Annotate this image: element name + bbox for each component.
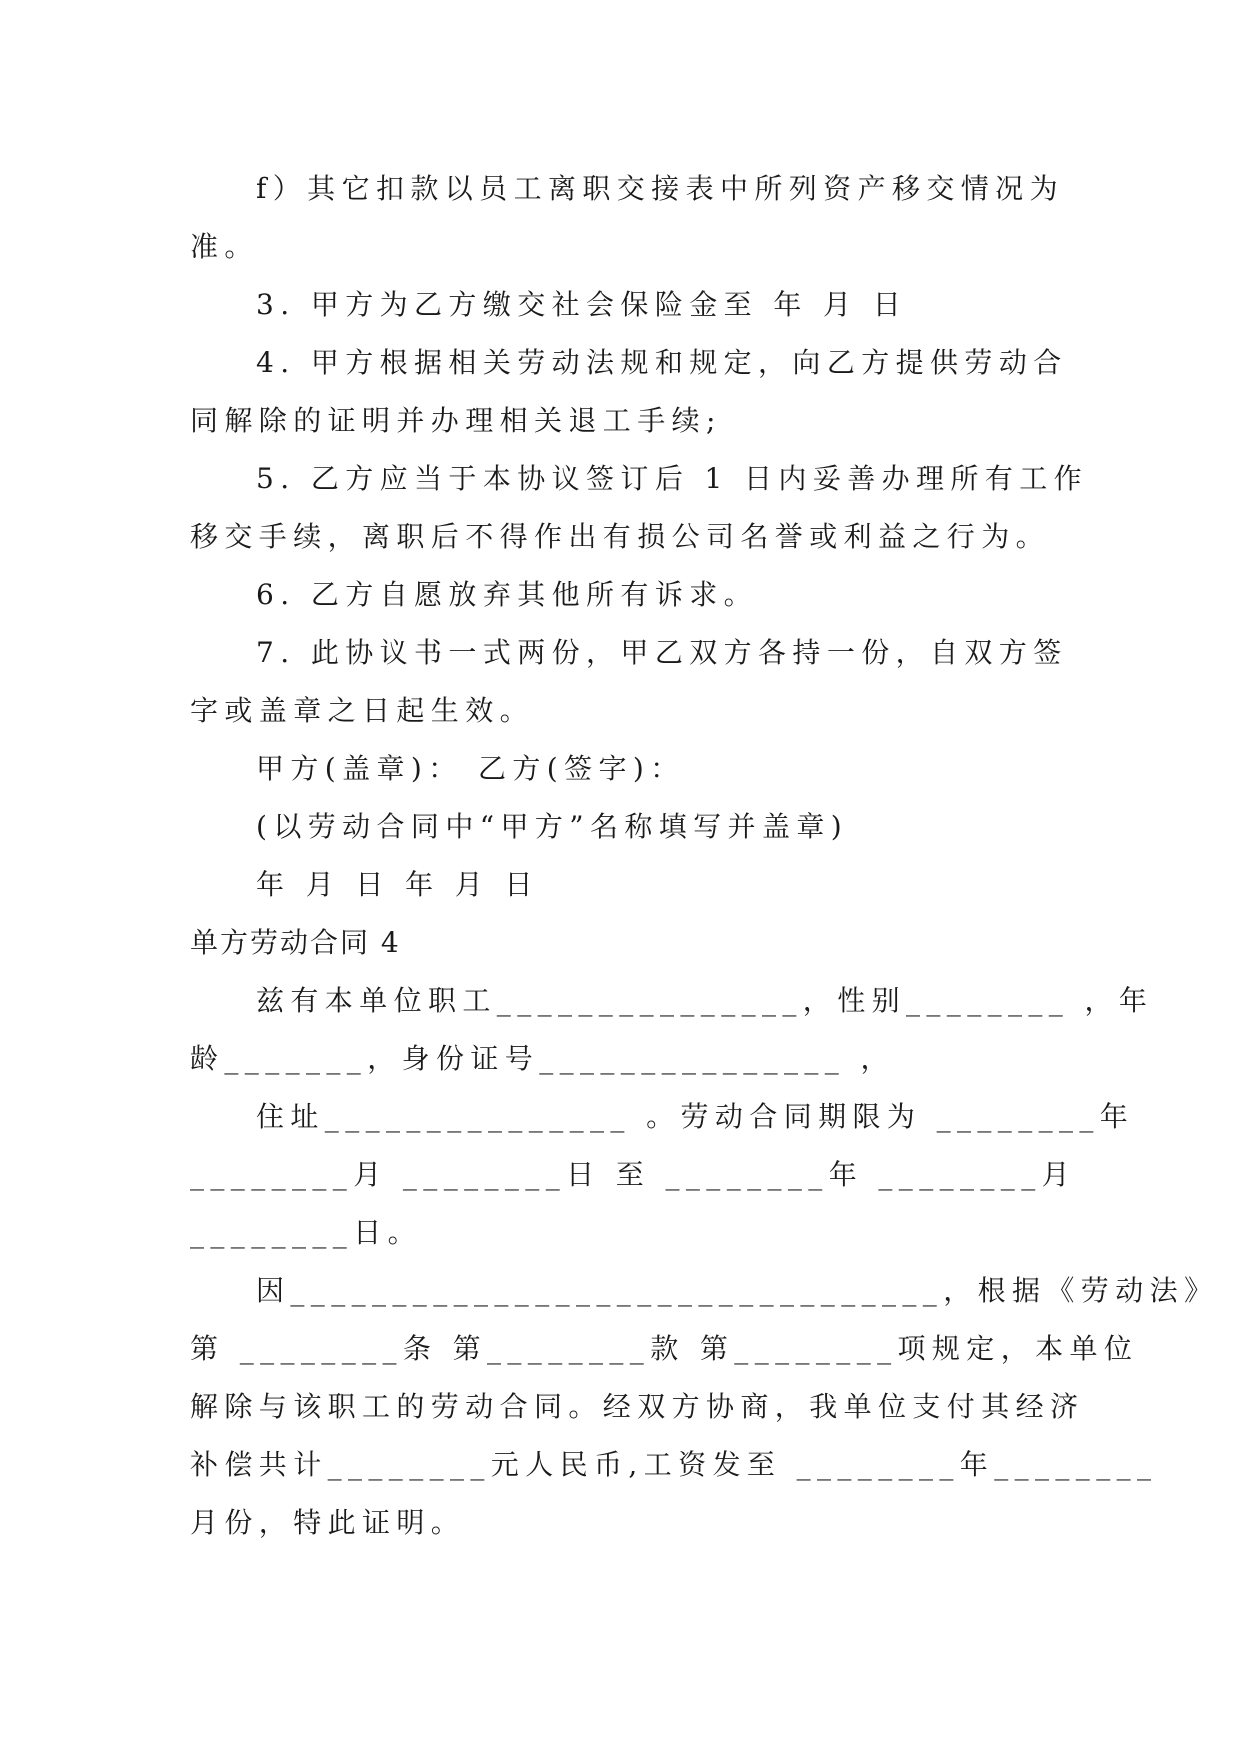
text-line: 第 ________条 第________款 第________项规定，本单位: [190, 1332, 1139, 1365]
text-line: 住址_______________ 。劳动合同期限为 ________年: [256, 1100, 1135, 1133]
text-line: 字或盖章之日起生效。: [190, 694, 535, 727]
text-line: 月份，特此证明。: [190, 1506, 466, 1539]
text-line: f）其它扣款以员工离职交接表中所列资产移交情况为: [256, 172, 1064, 205]
text-line: 同解除的证明并办理相关退工手续;: [190, 404, 722, 437]
text-line: 兹有本单位职工_______________，性别________ ，年: [256, 984, 1154, 1017]
text-line: 移交手续，离职后不得作出有损公司名誉或利益之行为。: [190, 520, 1051, 553]
seal-note: (以劳动合同中“甲方”名称填写并盖章): [256, 810, 849, 843]
text-line: 补偿共计________元人民币,工资发至 ________年________: [190, 1448, 1158, 1481]
text-line: 5. 乙方应当于本协议签订后 1 日内妥善办理所有工作: [256, 462, 1089, 495]
document-page: [190, 160, 1219, 1552]
text-line: 解除与该职工的劳动合同。经双方协商，我单位支付其经济: [190, 1390, 1085, 1423]
text-line: 因________________________________，根据《劳动法》: [256, 1274, 1219, 1307]
date-line: 年 月 日 年 月 日: [256, 868, 539, 901]
section-title: 单方劳动合同 4: [190, 926, 401, 959]
text-line: ________日。: [190, 1216, 423, 1249]
text-line: 龄_______，身份证号_______________ ，: [190, 1042, 895, 1075]
text-line: 7. 此协议书一式两份，甲乙双方各持一份，自双方签: [256, 636, 1068, 669]
text-line: 准。: [190, 230, 259, 263]
text-line: 6. 乙方自愿放弃其他所有诉求。: [256, 578, 759, 611]
text-line: ________月 ________日 至 ________年 ________月: [190, 1158, 1077, 1191]
signature-line: 甲方(盖章)： 乙方(签字)：: [256, 752, 685, 785]
text-line: 4. 甲方根据相关劳动法规和规定，向乙方提供劳动合: [256, 346, 1068, 379]
text-line: 3. 甲方为乙方缴交社会保险金至 年 月 日: [256, 288, 908, 321]
